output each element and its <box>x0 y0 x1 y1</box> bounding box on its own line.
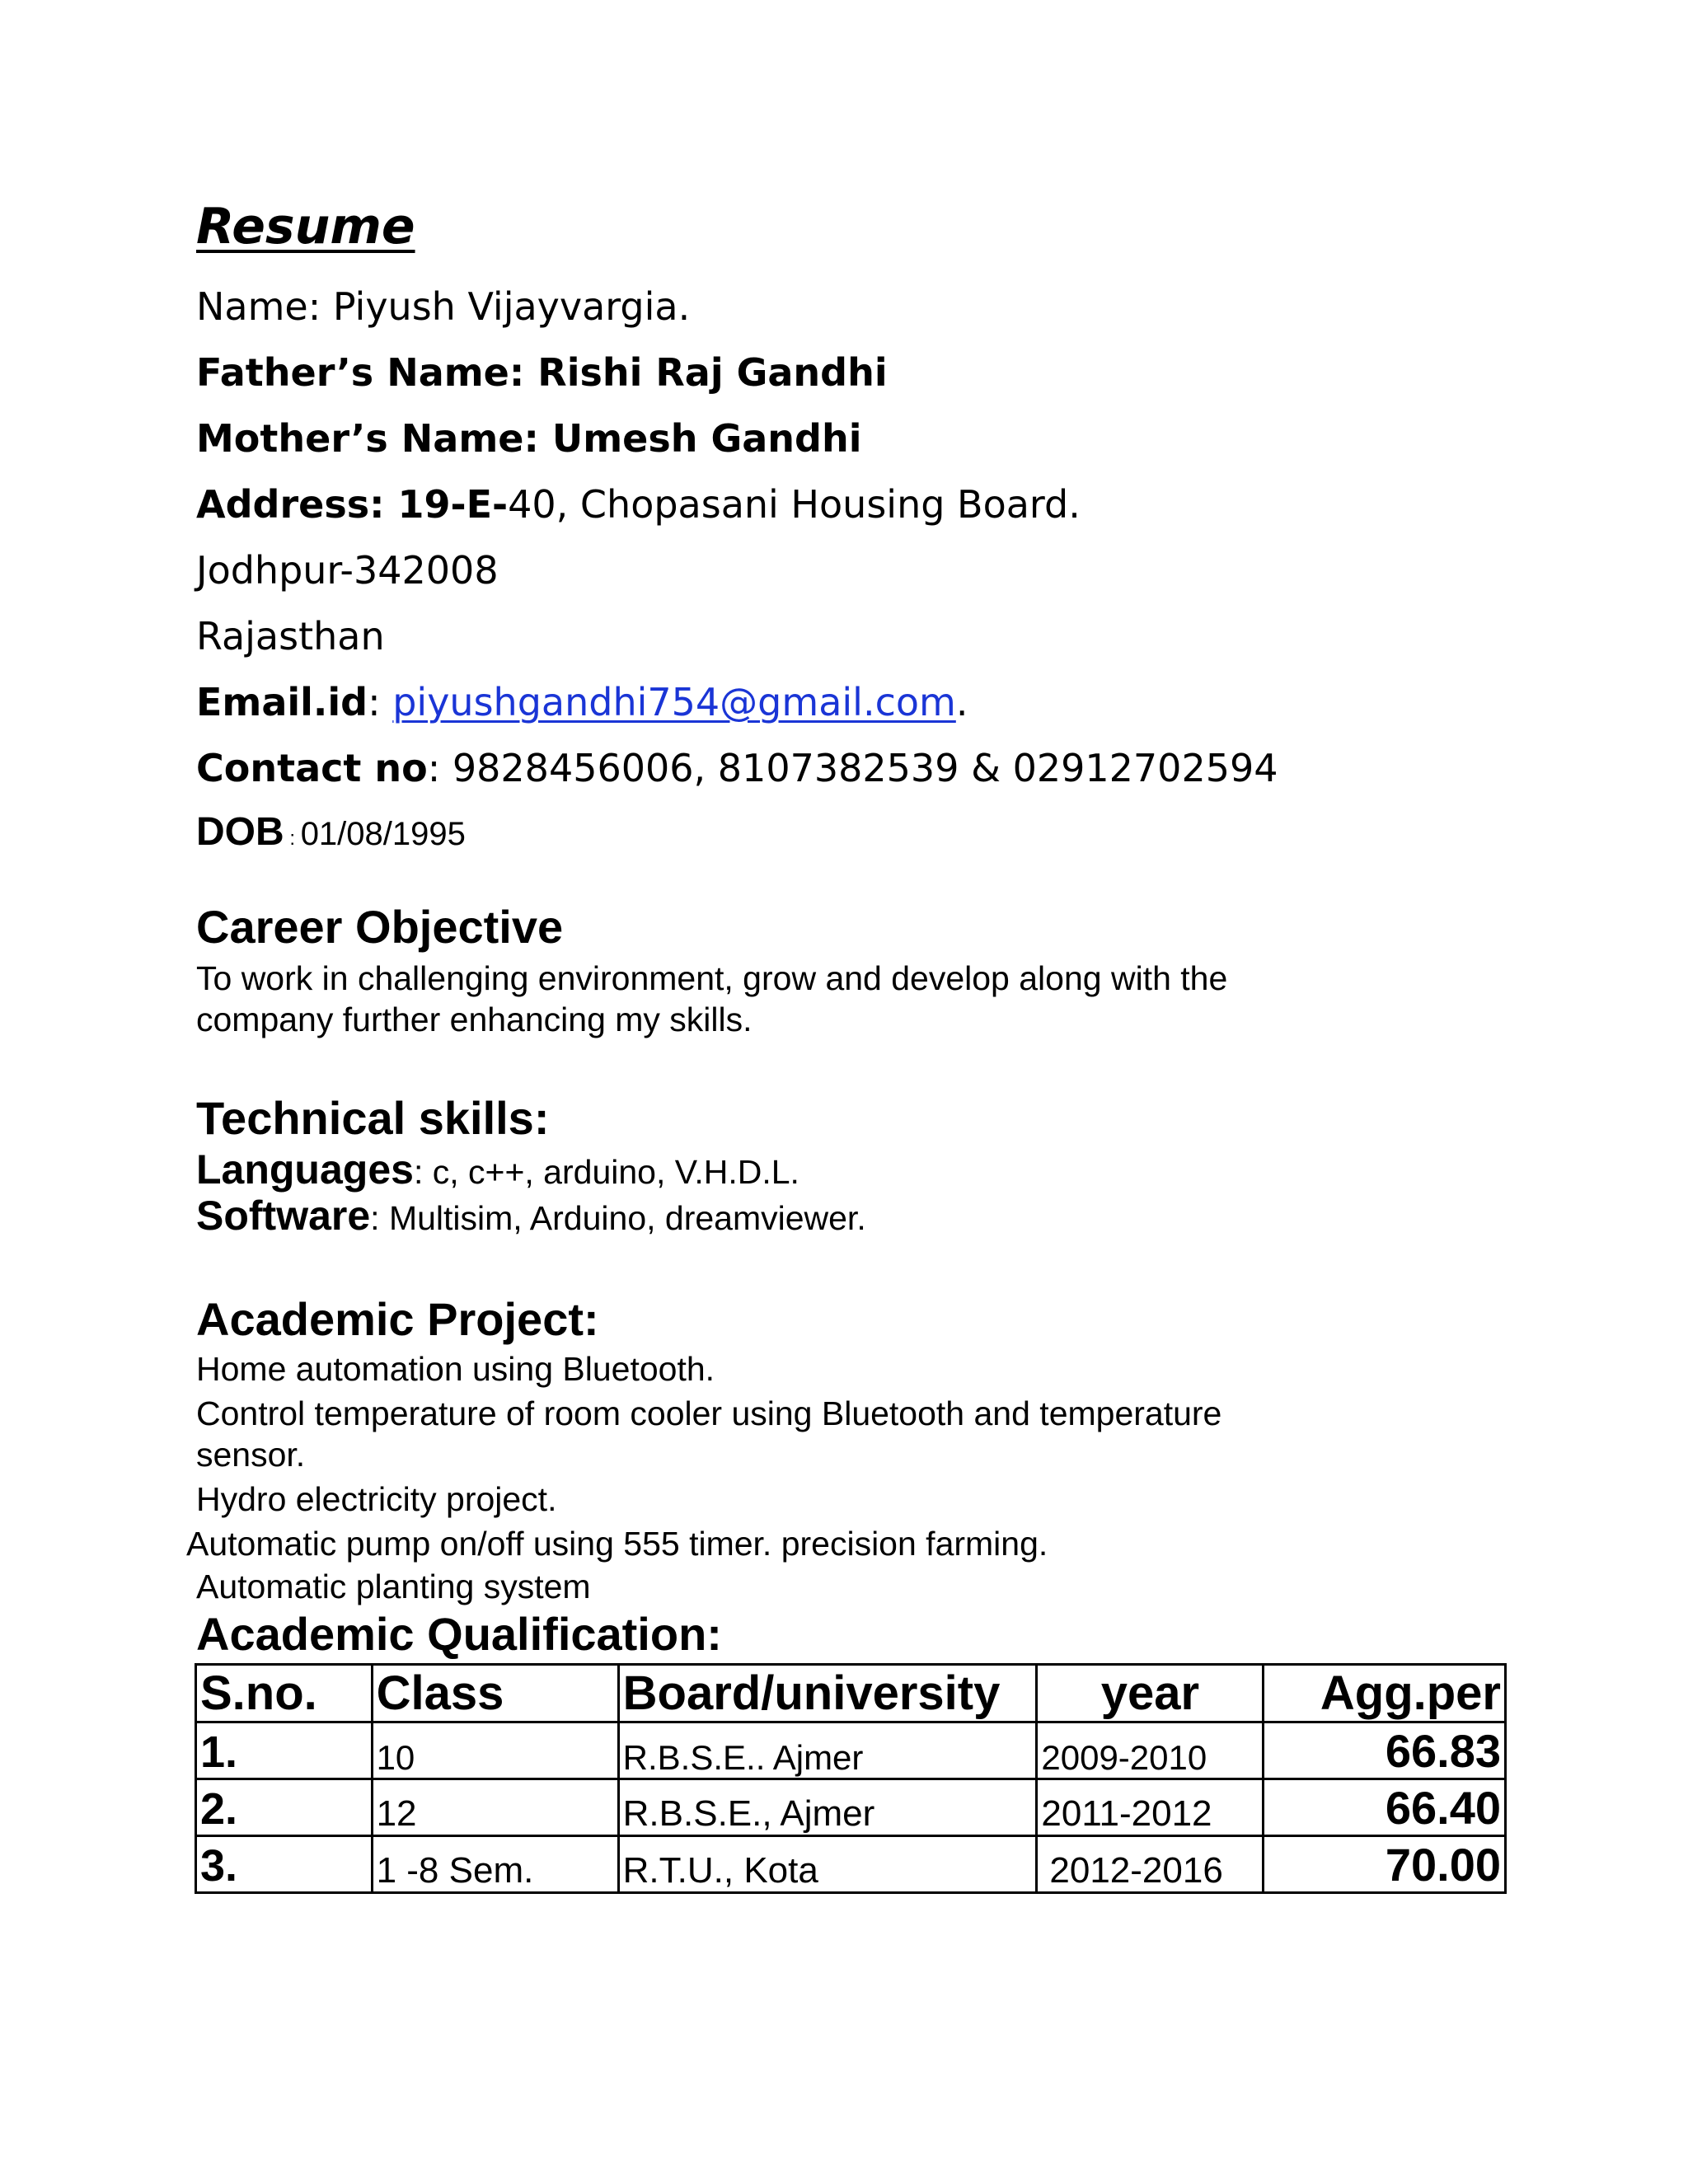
table-row <box>196 1722 1506 1779</box>
skills-heading: Technical skills: <box>196 1092 550 1144</box>
cell-agg: 66.83 <box>1264 1722 1506 1779</box>
cell-year: 2011-2012 <box>1037 1779 1264 1836</box>
cell-sno: 1. <box>196 1722 373 1779</box>
email-line <box>196 677 968 727</box>
table-row <box>196 1779 1506 1836</box>
header-class: Class <box>372 1665 618 1722</box>
address-label: Address: 19-E- <box>196 482 509 527</box>
languages-value: : c, c++, arduino, V.H.D.L. <box>413 1153 799 1191</box>
career-text-line-1: To work in challenging environment, grow and develop along with the <box>196 959 1228 997</box>
cell-class: 12 <box>372 1779 618 1836</box>
project-item: Automatic planting system <box>196 1568 591 1605</box>
cell-agg: 66.40 <box>1264 1779 1506 1836</box>
state-line: Rajasthan <box>196 614 385 658</box>
header-agg: Agg.per <box>1264 1665 1506 1722</box>
cell-year: 2012-2016 <box>1037 1836 1264 1893</box>
contact-label: Contact no <box>196 746 428 790</box>
software-line <box>196 1195 866 1239</box>
projects-heading: Academic Project: <box>196 1293 599 1345</box>
qualification-table <box>195 1663 1507 1894</box>
languages-line <box>196 1146 799 1193</box>
cell-class: 1 -8 Sem. <box>372 1836 618 1893</box>
software-value: : Multisim, Arduino, dreamviewer. <box>370 1199 866 1237</box>
project-item: Automatic pump on/off using 555 timer. precision farming. <box>186 1525 1048 1563</box>
table-header-row <box>196 1665 1506 1722</box>
email-label: Email.id <box>196 680 368 724</box>
project-item: Hydro electricity project. <box>196 1480 557 1518</box>
table-row <box>196 1836 1506 1893</box>
qualification-heading: Academic Qualification: <box>196 1608 722 1660</box>
mother-name: Mother’s Name: Umesh Gandhi <box>196 416 862 461</box>
address-value: 40, Chopasani Housing Board. <box>508 482 1081 527</box>
father-name: Father’s Name: Rishi Raj Gandhi <box>196 350 888 395</box>
address-line <box>196 480 1081 529</box>
cell-sno: 3. <box>196 1836 373 1893</box>
career-text-line-2: company further enhancing my skills. <box>196 1001 753 1038</box>
project-item: Control temperature of room cooler using Bluetooth and temperature <box>196 1394 1222 1432</box>
dob-value: 01/08/1995 <box>300 816 466 852</box>
contact-line <box>196 743 1278 793</box>
project-item: Home automation using Bluetooth. <box>196 1350 715 1388</box>
cell-agg: 70.00 <box>1264 1836 1506 1893</box>
cell-class: 10 <box>372 1722 618 1779</box>
header-year: year <box>1037 1665 1264 1722</box>
cell-sno: 2. <box>196 1779 373 1836</box>
page-title: Resume <box>196 198 415 255</box>
dob-line <box>196 809 466 855</box>
contact-value: : 9828456006, 8107382539 & 02912702594 <box>427 746 1278 790</box>
software-label: Software <box>196 1193 371 1239</box>
career-heading: Career Objective <box>196 901 564 953</box>
header-board: Board/university <box>618 1665 1037 1722</box>
email-separator: : <box>368 680 393 724</box>
cell-board: R.B.S.E., Ajmer <box>618 1779 1037 1836</box>
city-line: Jodhpur-342008 <box>196 548 499 593</box>
cell-board: R.B.S.E.. Ajmer <box>618 1722 1037 1779</box>
dob-label: DOB <box>196 810 284 854</box>
email-end: . <box>955 680 968 724</box>
name-line: Name: Piyush Vijayvargia. <box>196 284 691 329</box>
email-link[interactable]: piyushgandhi754@gmail.com <box>392 680 956 724</box>
project-item: sensor. <box>196 1436 306 1474</box>
cell-year: 2009-2010 <box>1037 1722 1264 1779</box>
header-sno: S.no. <box>196 1665 373 1722</box>
cell-board: R.T.U., Kota <box>618 1836 1037 1893</box>
languages-label: Languages <box>196 1146 414 1193</box>
dob-separator: : <box>284 827 301 850</box>
